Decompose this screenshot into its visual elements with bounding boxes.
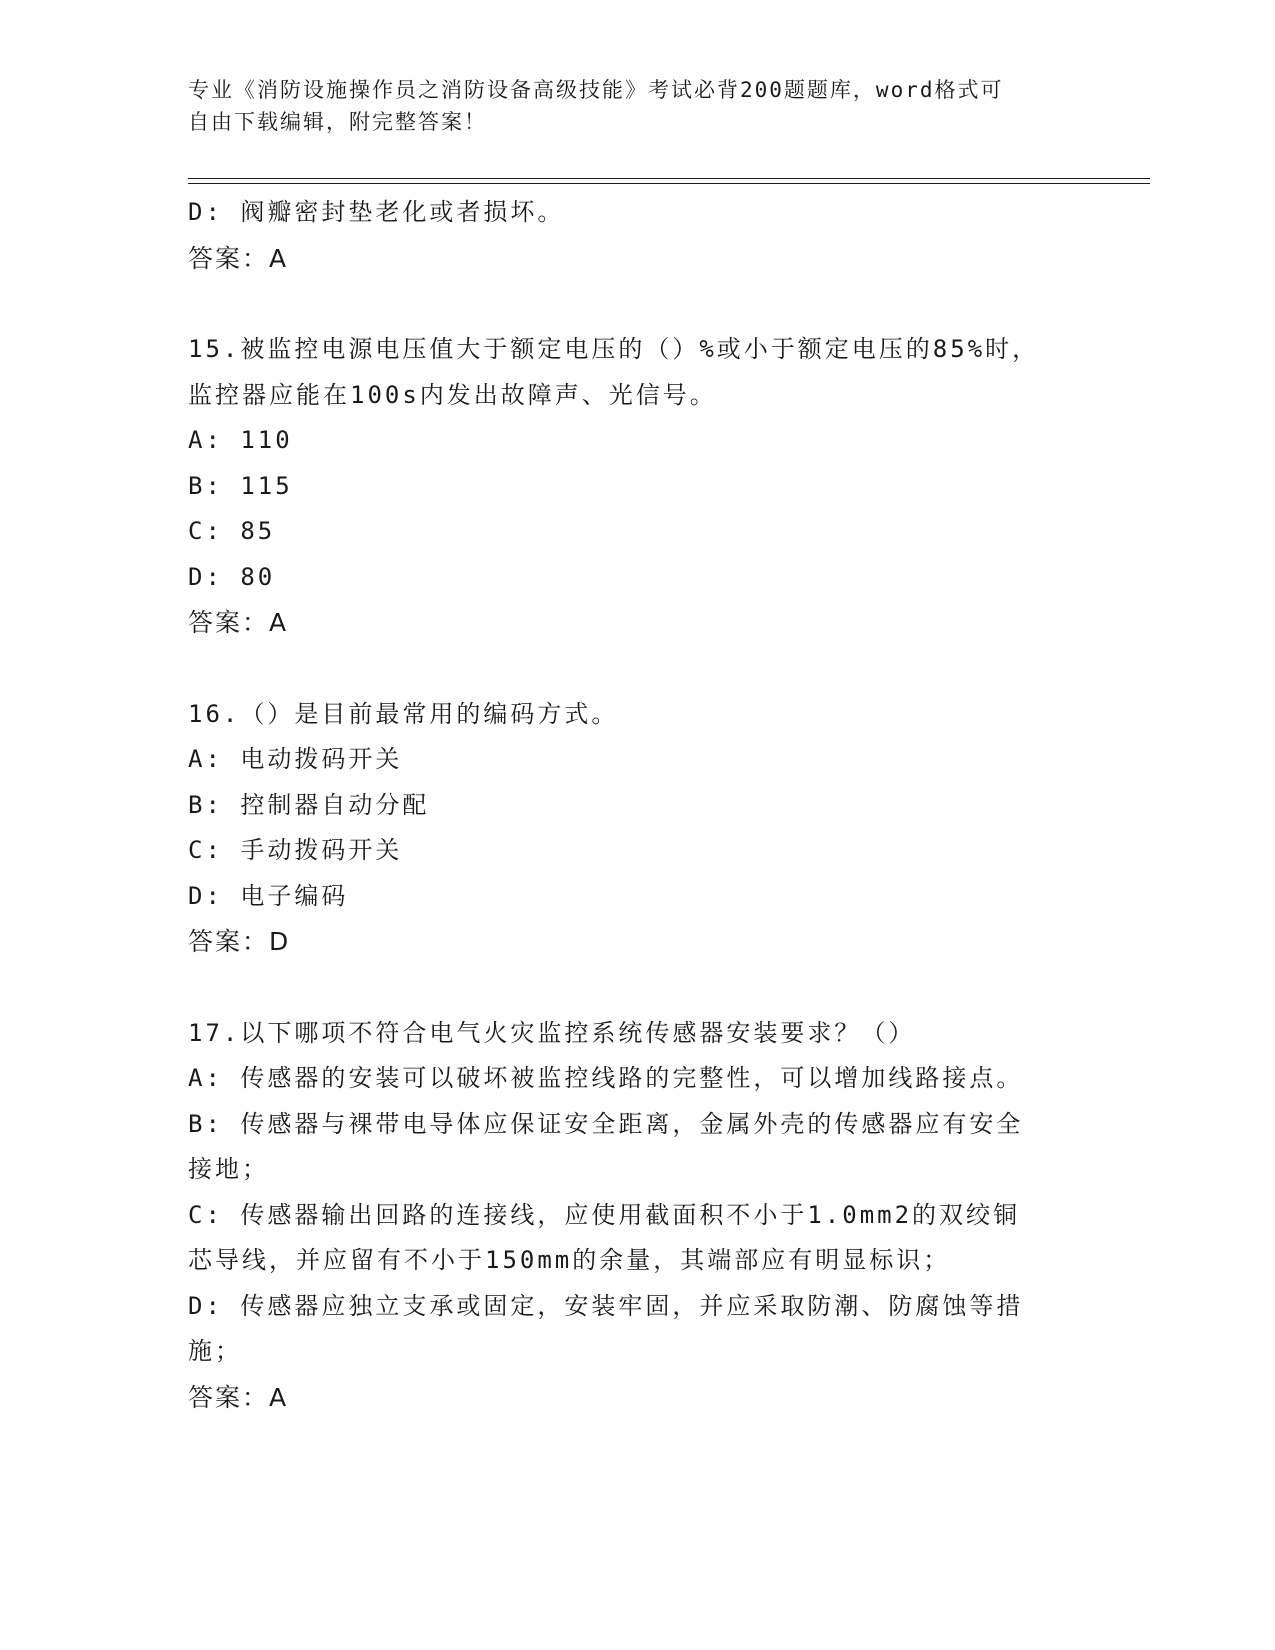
answer-line: 答案：A [188,1382,289,1412]
option-d: D: 80 [188,562,276,591]
question-16 [188,692,1088,965]
spacer [188,646,1088,692]
option-c: C: 85 [188,517,276,545]
option-b-continued: 接地； [188,1155,269,1183]
option-d-continued: 施； [188,1337,242,1365]
document-header [188,74,1068,138]
header-line-2: 自由下载编辑，附完整答案！ [188,110,487,134]
option-a: A: 110 [188,426,293,454]
answer-line: 答案：A [188,243,289,273]
option-c: C: 传感器输出回路的连接线，应使用截面积不小于1.0mm2的双绞铜 [188,1200,1021,1229]
option-b: B: 控制器自动分配 [188,790,430,819]
option-d: D: 阀瓣密封垫老化或者损坏。 [188,198,565,226]
question-15 [188,327,1088,646]
option-a: A: 电动拨码开关 [188,745,403,773]
question-stem: 16.（）是目前最常用的编码方式。 [188,699,619,728]
option-c: C: 手动拨码开关 [188,836,403,864]
answer-line: 答案：A [188,608,289,637]
option-a: A: 传感器的安装可以破坏被监控线路的完整性，可以增加线路接点。 [188,1064,1024,1092]
header-divider-bottom [188,183,1150,184]
answer-line: 答案：D [188,927,291,956]
question-stem: 15.被监控电源电压值大于额定电压的（）%或小于额定电压的85%时， [188,335,1040,363]
spacer [188,281,1088,327]
option-d: D: 电子编码 [188,881,349,910]
spacer [188,965,1088,1011]
question-17 [188,1011,1088,1421]
header-divider-top [188,178,1150,179]
question-list [188,190,1088,1420]
header-line-1: 专业《消防设施操作员之消防设备高级技能》考试必背200题题库，word格式可 [188,78,1004,102]
option-b: B: 115 [188,471,293,500]
question-stem: 监控器应能在100s内发出故障声、光信号。 [188,380,717,409]
option-c-continued: 芯导线，并应留有不小于150mm的余量，其端部应有明显标识； [188,1246,951,1274]
option-b: B: 传感器与裸带电导体应保证安全距离，金属外壳的传感器应有安全 [188,1109,1024,1138]
question-stem: 17.以下哪项不符合电气火灾监控系统传感器安装要求？（） [188,1018,916,1047]
option-d: D: 传感器应独立支承或固定，安装牢固，并应采取防潮、防腐蚀等措 [188,1291,1024,1320]
